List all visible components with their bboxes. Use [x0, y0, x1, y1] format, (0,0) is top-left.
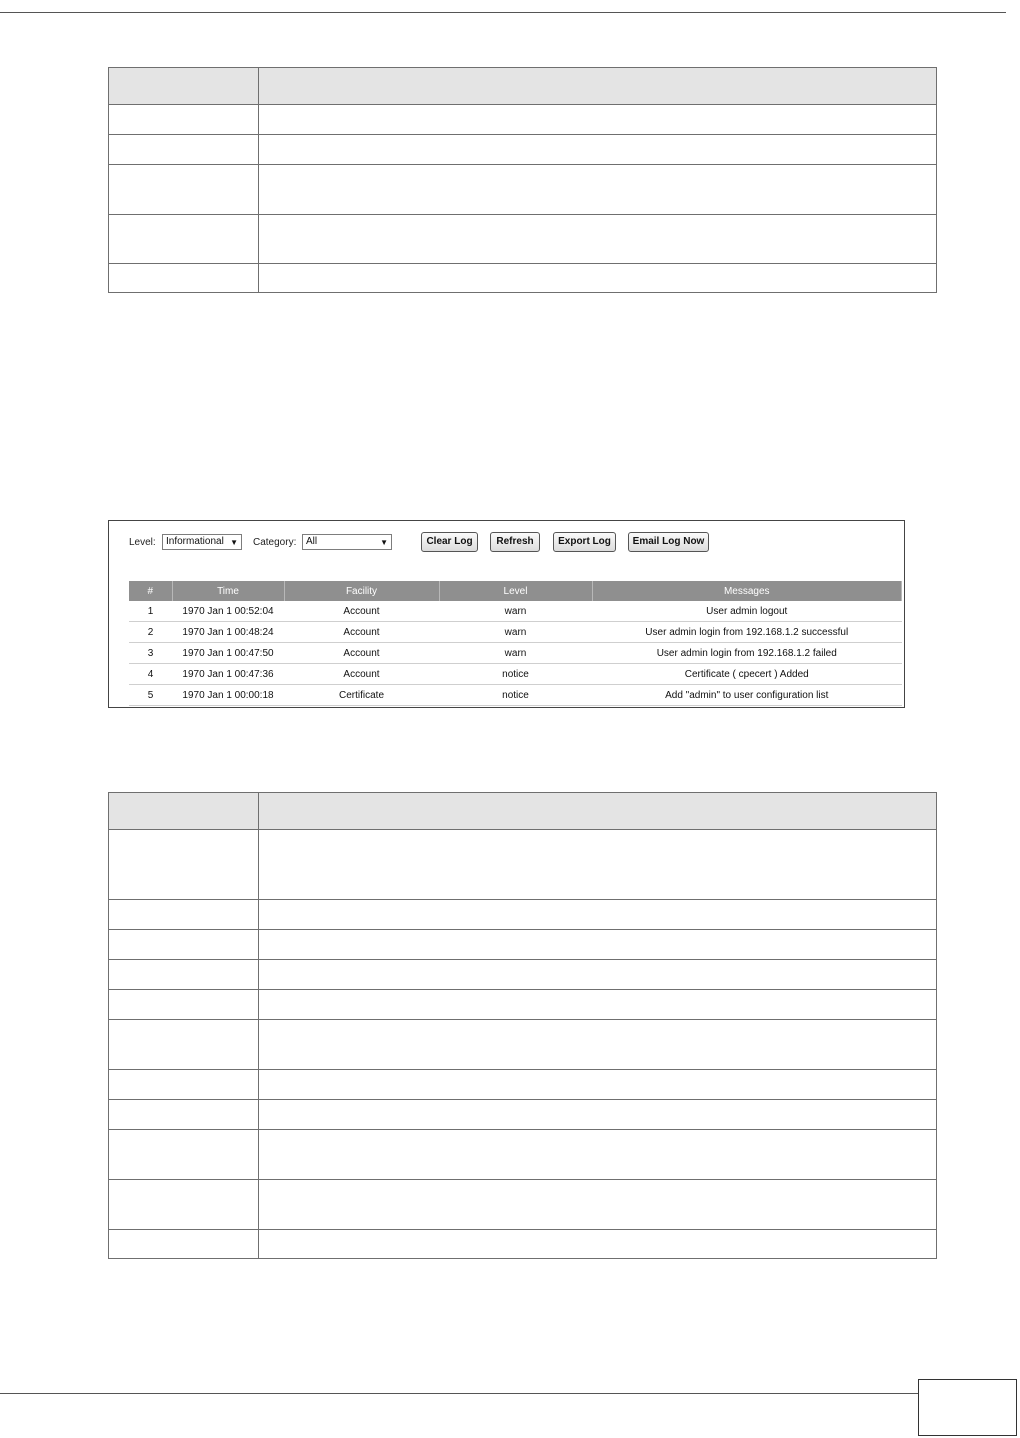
- log-cell-number: 4: [129, 664, 172, 685]
- log-cell-facility: Certificate: [284, 685, 439, 706]
- table-row: [109, 1230, 937, 1259]
- log-header-row: [129, 581, 902, 601]
- level-label: Level:: [129, 537, 156, 548]
- log-table: [129, 581, 902, 706]
- chevron-down-icon: ▼: [380, 538, 388, 547]
- email-log-now-button[interactable]: Email Log Now: [628, 532, 709, 552]
- page-number-box: [918, 1379, 1017, 1436]
- log-cell-message: User admin login from 192.168.1.2 failed: [592, 643, 902, 664]
- table-row: [109, 264, 937, 293]
- upper-table: [108, 67, 937, 293]
- log-cell-number: 3: [129, 643, 172, 664]
- category-select-value: All: [306, 536, 318, 547]
- log-cell-level: warn: [439, 622, 592, 643]
- table-row: [109, 960, 937, 990]
- export-log-button[interactable]: Export Log: [553, 532, 616, 552]
- table-row: [109, 1130, 937, 1180]
- column-header-time: Time: [172, 581, 284, 601]
- refresh-button[interactable]: Refresh: [490, 532, 540, 552]
- log-cell-facility: Account: [284, 622, 439, 643]
- log-cell-time: 1970 Jan 1 00:48:24: [172, 622, 284, 643]
- header-rule: [0, 12, 1006, 13]
- log-cell-number: 1: [129, 601, 172, 622]
- table-row: [109, 1100, 937, 1130]
- log-cell-message: Add "admin" to user configuration list: [592, 685, 902, 706]
- table-row: [109, 1180, 937, 1230]
- table-row: [109, 990, 937, 1020]
- level-select-value: Informational: [166, 536, 224, 547]
- log-cell-time: 1970 Jan 1 00:52:04: [172, 601, 284, 622]
- table-row: [109, 1070, 937, 1100]
- log-cell-facility: Account: [284, 643, 439, 664]
- log-cell-time: 1970 Jan 1 00:00:18: [172, 685, 284, 706]
- log-cell-level: notice: [439, 685, 592, 706]
- log-cell-number: 2: [129, 622, 172, 643]
- log-row: [129, 601, 902, 622]
- table-row: [109, 900, 937, 930]
- log-cell-message: User admin logout: [592, 601, 902, 622]
- table-row: [109, 165, 937, 215]
- log-cell-facility: Account: [284, 664, 439, 685]
- column-header-facility: Facility: [284, 581, 439, 601]
- log-cell-facility: Account: [284, 601, 439, 622]
- clear-log-button[interactable]: Clear Log: [421, 532, 478, 552]
- column-header-level: Level: [439, 581, 592, 601]
- log-cell-time: 1970 Jan 1 00:47:50: [172, 643, 284, 664]
- log-cell-message: User admin login from 192.168.1.2 successful: [592, 622, 902, 643]
- system-log-panel: [108, 520, 905, 708]
- column-header-number: #: [129, 581, 172, 601]
- log-cell-time: 1970 Jan 1 00:47:36: [172, 664, 284, 685]
- table-row: [109, 830, 937, 900]
- chevron-down-icon: ▼: [230, 538, 238, 547]
- column-header-messages: Messages: [592, 581, 902, 601]
- category-label: Category:: [253, 537, 297, 548]
- table-row: [109, 1020, 937, 1070]
- log-cell-number: 5: [129, 685, 172, 706]
- log-cell-level: notice: [439, 664, 592, 685]
- log-cell-level: warn: [439, 643, 592, 664]
- footer-rule: [0, 1393, 918, 1394]
- log-cell-message: Certificate ( cpecert ) Added: [592, 664, 902, 685]
- log-cell-level: warn: [439, 601, 592, 622]
- log-row: [129, 643, 902, 664]
- table-header-row: [109, 68, 937, 105]
- log-row: [129, 685, 902, 706]
- log-row: [129, 622, 902, 643]
- table-header-row: [109, 793, 937, 830]
- table-row: [109, 930, 937, 960]
- category-select[interactable]: [302, 534, 392, 550]
- level-select[interactable]: [162, 534, 242, 550]
- table-row: [109, 105, 937, 135]
- table-row: [109, 135, 937, 165]
- log-row: [129, 664, 902, 685]
- lower-table: [108, 792, 937, 1259]
- table-row: [109, 215, 937, 264]
